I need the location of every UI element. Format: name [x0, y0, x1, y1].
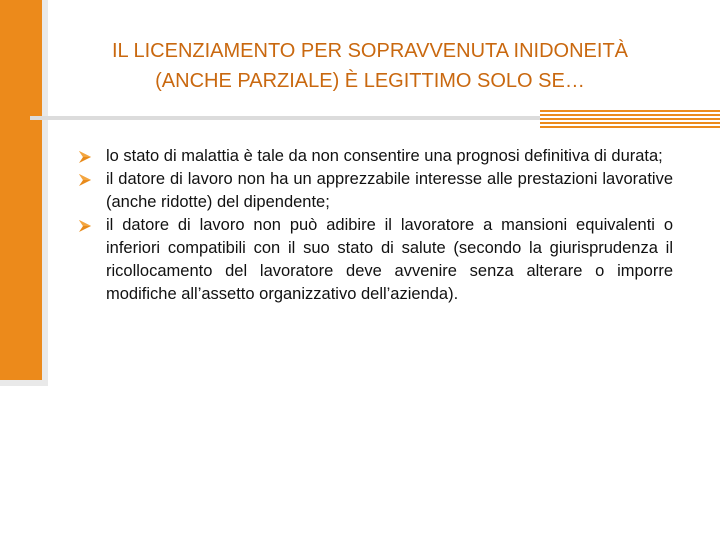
- arrow-bullet-icon: [78, 173, 92, 187]
- list-item: [78, 214, 673, 306]
- list-item: [78, 168, 673, 214]
- accent-side-bar: [0, 0, 42, 383]
- slide-title: [70, 36, 670, 96]
- slide-title-line-1: IL LICENZIAMENTO PER SOPRAVVENUTA INIDONEITÀ: [111, 40, 629, 62]
- arrow-bullet-icon: [78, 219, 92, 233]
- list-item: [78, 145, 673, 168]
- bullet-list: [78, 145, 673, 306]
- bullet-text: il datore di lavoro non può adibire il lavoratore a mansioni equivalenti o inferiori compatibili con il suo stato di salute (secondo la giurisprudenza il ricollocamento del lavoratore deve avvenire senza alterare o imporre modifiche all’assetto organizzativo dell’azienda).: [106, 216, 673, 303]
- side-bar-shadow: [42, 0, 48, 386]
- bullet-text: lo stato di malattia è tale da non consentire una prognosi definitiva di durata;: [106, 147, 663, 165]
- arrow-bullet-icon: [78, 150, 92, 164]
- side-bar-shadow-bottom: [0, 380, 48, 386]
- slide-title-line-2: (ANCHE PARZIALE) È LEGITTIMO SOLO SE…: [155, 70, 585, 92]
- bullet-text: il datore di lavoro non ha un apprezzabile interesse alle prestazioni lavorative (anche ridotte) del dipendente;: [106, 170, 673, 211]
- divider-accent-block: [540, 110, 720, 128]
